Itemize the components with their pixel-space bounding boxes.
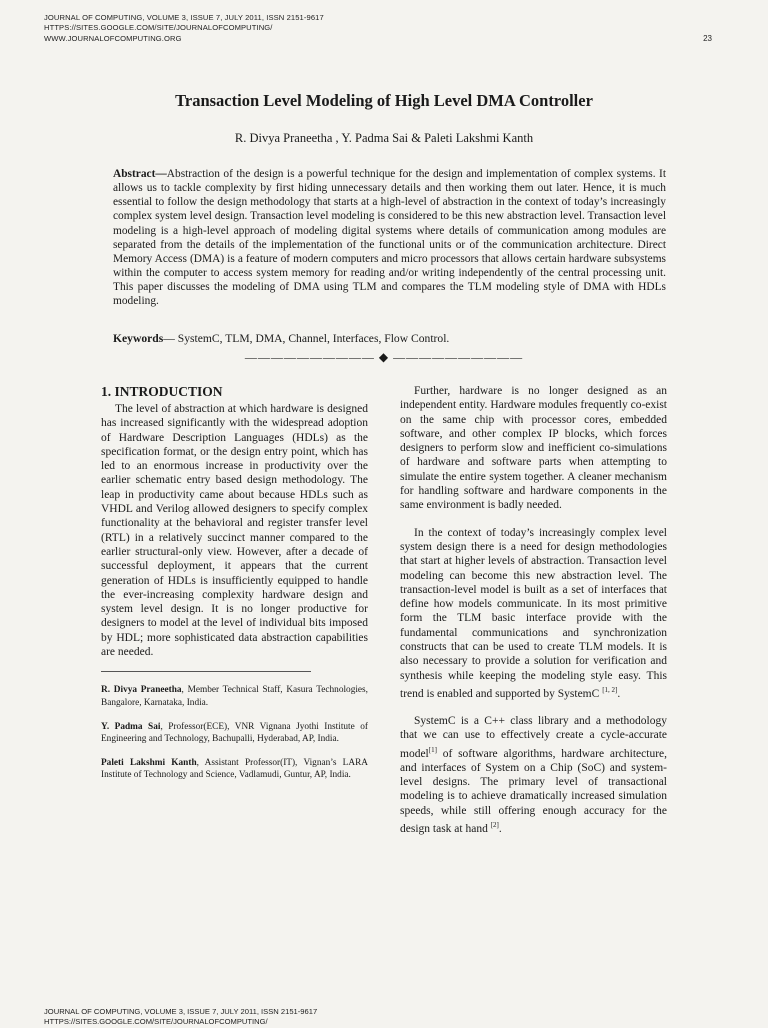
right-paragraph-2 (400, 526, 667, 701)
abstract-label: Abstract— (113, 168, 167, 180)
footer-line-1: JOURNAL OF COMPUTING, VOLUME 3, ISSUE 7, JULY 2011, ISSN 2151-9617 (44, 1007, 318, 1016)
footnote-author-2 (101, 721, 368, 746)
journal-header (44, 13, 324, 44)
paper-title: Transaction Level Modeling of High Level DMA Controller (175, 91, 593, 110)
abstract (113, 167, 666, 309)
right-paragraph-3-text-b: of software algorithms, hardware architecture, and interfaces of System on a Chip (SoC) and system-level designs. The primary level of transactional modeling is to achieve dramatically increased simulation speeds, while still offering enough accuracy for the design task at hand (400, 747, 667, 835)
author-list: R. Divya Praneetha , Y. Padma Sai & Paleti Lakshmi Kanth (234, 131, 534, 145)
keywords-label: Keywords (113, 332, 164, 345)
header-line-2[interactable]: HTTPS://SITES.GOOGLE.COM/SITE/JOURNALOFCOMPUTING/ (44, 23, 273, 33)
footnote-author-1 (101, 684, 368, 709)
footnote-rule (101, 671, 311, 672)
left-column (101, 384, 368, 793)
header-line-1: JOURNAL OF COMPUTING, VOLUME 3, ISSUE 7, JULY 2011, ISSN 2151-9617 (44, 13, 324, 22)
footnote-author-3-affiliation: , Assistant Professor(IT), Vignan’s LARA Institute of Technology and Science, Vadlamudi, Guntur, AP, India. (101, 757, 368, 781)
right-paragraph-2-text: In the context of today’s increasingly complex level system design there is a need for design methodologies that start at higher levels of abstraction. Transaction level modeling can become this new abstraction level. The transaction-level model is built as a set of interfaces that define how models communicate. In its most primitive form the TLM basic interface provide with the fundamental communications and synchronization constructs that can be used to create TLM models. It is also necessary to provide a solution for verification and synthesis while keeping the modeling style easy. This trend is enabled and supported by SystemC (400, 526, 667, 700)
citation-1-2[interactable]: [1, 2] (602, 685, 618, 694)
journal-footer (44, 1007, 317, 1028)
keywords-text: — SystemC, TLM, DMA, Channel, Interfaces, Flow Control. (163, 332, 450, 345)
footnote-author-1-name: R. Divya Praneetha (101, 685, 182, 696)
page-number: 23 (703, 34, 712, 43)
section-separator: —————————— ◆ —————————— (244, 350, 524, 364)
right-column (400, 384, 667, 836)
right-paragraph-1: Further, hardware is no longer designed as an independent entity. Hardware modules frequently co-exist on the same chip with processor cores, embedded software, and other complex IP blocks, which forces designers to perform slow and inefficient co-simulations of hardware and software parts when attempting to simulate the entire system together. A cleaner mechanism for handling software and hardware components in the same environment is badly needed. (400, 385, 667, 512)
right-paragraph-3 (400, 714, 667, 836)
right-paragraph-3-text-a: SystemC is a C++ class library and a methodology that we can use to effectively create a cycle-accurate model (400, 715, 667, 760)
intro-paragraph-1: The level of abstraction at which hardware is designed has increased significantly with the widespread adoption of Hardware Description Languages (HDLs) as the specification format, or the design entry point, which has led to an enormous increase in productivity over the earlier schematic entry based design methodology. The leap in productivity came about because HDLs such as VHDL and Verilog allowed designers to specify complex functionality at the behavioral and register transfer level (RTL) in a relatively succinct manner compared to the earlier structural-only view. However, after a decade of successful deployment, it appears that the current generation of HDLs is insufficiently equipped to handle the ever-increasing complexity hardware design and system level design. It is no longer productive for designers to model at the level of individual bits imposed by HDL; more sophisticated data abstraction capabilities are needed. (101, 403, 368, 659)
footnote-author-3-name: Paleti Lakshmi Kanth (101, 757, 197, 768)
section-heading-introduction: 1. INTRODUCTION (101, 384, 223, 399)
abstract-text: Abstraction of the design is a powerful technique for the design and implementation of complex systems. It allows us to tackle complexity by first hiding unnecessary details and then working them out later. Hence, it is much essential to follow the design methodology that starts at a high-level of abstraction in the context of today’s increasingly complex system level design. Transaction level modeling is considered to be this new abstraction level. Transaction level modeling is a high-level approach of modeling digital systems where details of communication among modules are separated from the details of the implementation of the functional units or of the communication architecture. Direct Memory Access (DMA) is a feature of modern computers and micro processors that allows certain hardware subsystems within the computer to access system memory for reading and/or writing independently of the central processing unit. This paper discusses the modeling of DMA using TLM and compares the TLM modeling style of DMA with HDLs modeling. (113, 168, 666, 308)
citation-2[interactable]: [2] (490, 820, 499, 829)
header-line-3[interactable]: WWW.JOURNALOFCOMPUTING.ORG (44, 33, 182, 43)
citation-1[interactable]: [1] (428, 745, 437, 754)
period: . (617, 687, 621, 700)
footnote-author-2-affiliation: , Professor(ECE), VNR Vignana Jyothi Institute of Engineering and Technology, Bachupalli, Hyderabad, AP, India. (101, 721, 368, 745)
period: . (498, 822, 502, 835)
keywords (113, 332, 666, 345)
footer-line-2[interactable]: HTTPS://SITES.GOOGLE.COM/SITE/JOURNALOFCOMPUTING/ (44, 1017, 268, 1027)
footnote-author-2-name: Y. Padma Sai (101, 721, 161, 732)
footnote-author-1-affiliation: , Member Technical Staff, Kasura Technologies, Bangalore, Karnataka, India. (101, 685, 368, 708)
footnote-author-3 (101, 757, 368, 782)
